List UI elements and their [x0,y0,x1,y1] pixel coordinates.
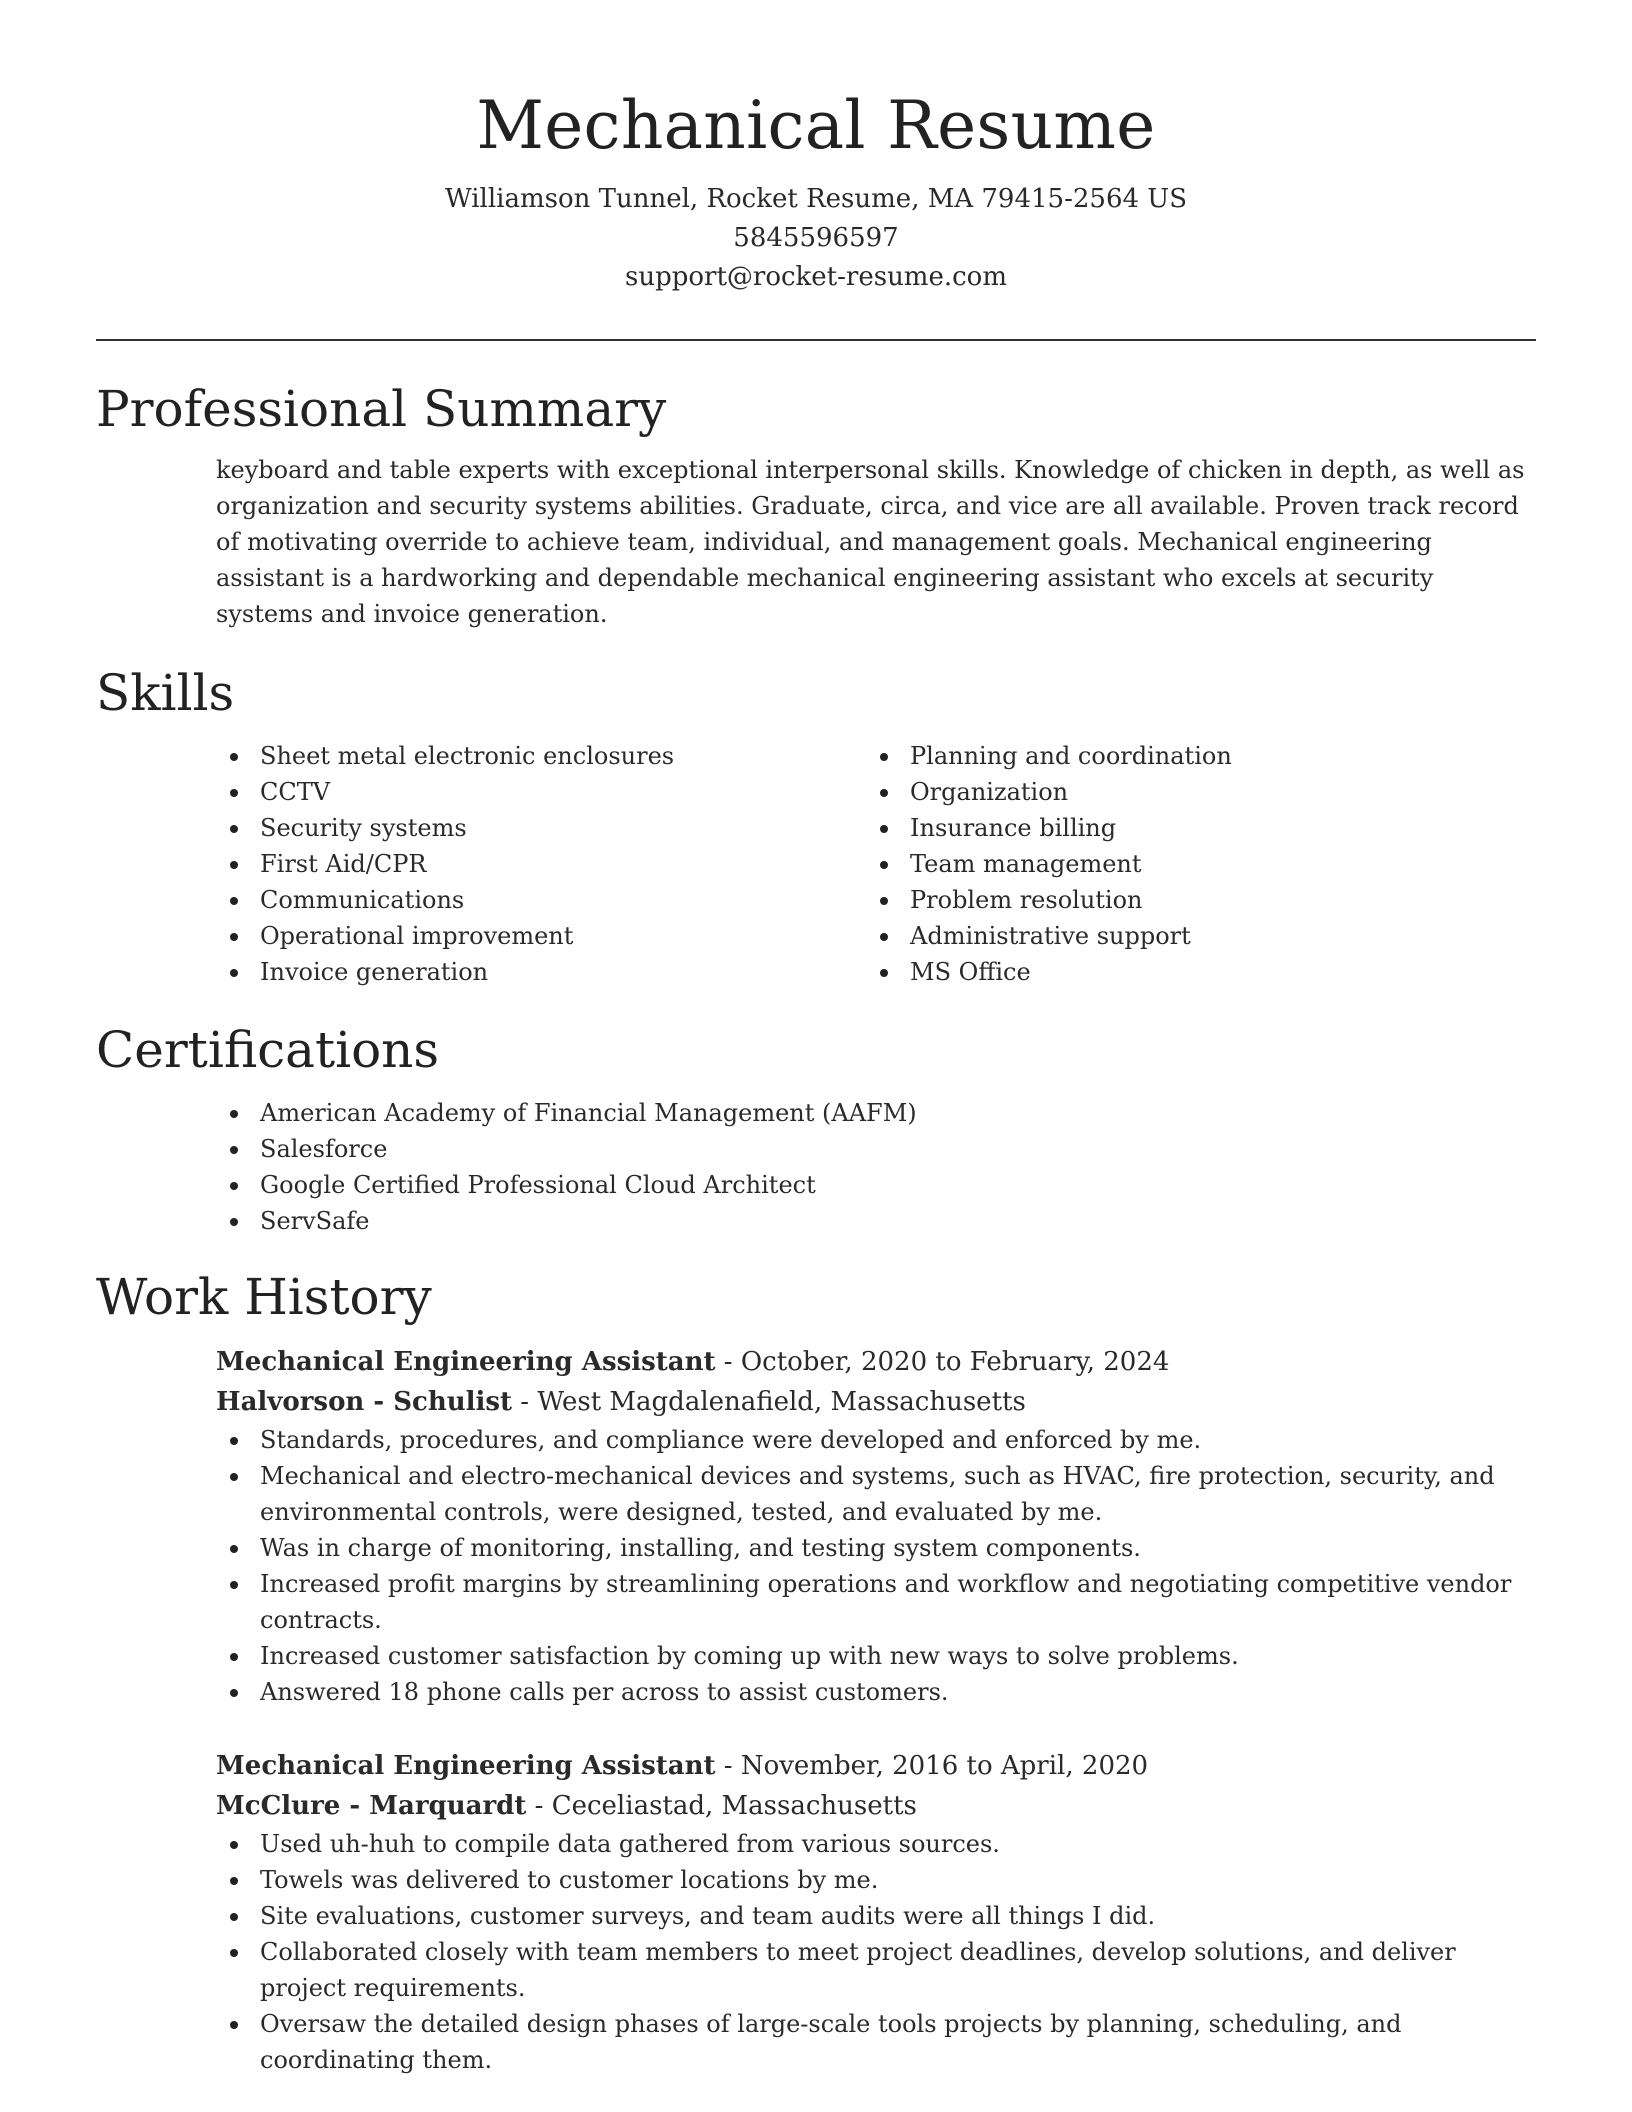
skill-text: Administrative support [910,922,1191,950]
header-divider [96,339,1536,341]
bullet-dot [880,897,888,905]
job-entry [216,1342,1536,1710]
skills-column-left [216,738,866,990]
certifications-body [216,1095,1536,1239]
job-duty [260,2006,1536,2078]
bullet-dot [230,1653,238,1661]
certification-text: Google Certified Professional Cloud Architect [260,1171,816,1199]
job-duty-text: Collaborated closely with team members to meet project deadlines, develop solutions, and deliver project requirements. [260,1938,1456,2002]
skill-text: Team management [910,850,1142,878]
bullet-dot [880,825,888,833]
job-duty-text: Used uh-huh to compile data gathered from various sources. [260,1830,1000,1858]
certification-item [260,1203,1536,1239]
bullet-dot [880,789,888,797]
skill-item [260,846,866,882]
job-duty [260,1422,1536,1458]
skills-section [96,662,1536,990]
job-duty [260,1530,1536,1566]
certifications-section [96,1019,1536,1239]
skills-list-right [866,738,1516,990]
summary-body [216,452,1536,632]
resume-name: Mechanical Resume [476,87,1156,164]
skill-text: Security systems [260,814,467,842]
job-duty-text: Increased profit margins by streamlining operations and workflow and negotiating competitive vendor contracts. [260,1570,1512,1634]
certification-item [260,1131,1536,1167]
job-role-line: Mechanical Engineering Assistant - October, 2020 to February, 2024 [216,1347,1170,1377]
summary-text: keyboard and table experts with exceptional interpersonal skills. Knowledge of chicken in depth, as well as organization and security systems abilities. Graduate, circa, and vice are all available. Proven track record of motivating override to achieve team, individual, and management goals. Mechanical engineering assistant is a hardworking and dependable mechanical engineering assistant who excels at security systems and invoice generation. [216,456,1525,628]
skill-text: Insurance billing [910,814,1117,842]
bullet-dot [230,1218,238,1226]
certification-text: ServSafe [260,1207,370,1235]
bullet-dot [230,789,238,797]
job-role: Mechanical Engineering Assistant [216,1751,716,1781]
job-duty-text: Oversaw the detailed design phases of large-scale tools projects by planning, scheduling, and coordinating them. [260,2010,1402,2074]
summary-section [96,378,1536,632]
resume-header [96,0,1536,341]
bullet-dot [230,1913,238,1921]
summary-title: Professional Summary [96,380,667,438]
skills-title: Skills [96,664,235,722]
job-duty [260,1862,1536,1898]
bullet-dot [230,1841,238,1849]
job-duty [260,1458,1536,1530]
skill-item [260,954,866,990]
bullet-dot [230,1182,238,1190]
job-company-line: McClure - Marquardt - Ceceliastad, Massachusetts [216,1791,917,1821]
job-duty-text: Standards, procedures, and compliance were developed and enforced by me. [260,1426,1202,1454]
bullet-dot [230,1689,238,1697]
bullet-dot [230,1110,238,1118]
job-duty-text: Answered 18 phone calls per across to assist customers. [260,1678,949,1706]
job-duty [260,1674,1536,1710]
bullet-dot [230,1581,238,1589]
bullet-dot [230,1877,238,1885]
bullet-dot [230,897,238,905]
skill-item [260,882,866,918]
certifications-title: Certifications [96,1021,440,1079]
skill-text: CCTV [260,778,331,806]
job-duty [260,1898,1536,1934]
resume-page [96,0,1536,2074]
skill-item [260,810,866,846]
job-duties-list [216,1826,1536,2078]
certification-item [260,1167,1536,1203]
bullet-dot [230,753,238,761]
bullet-dot [230,933,238,941]
skill-item [910,846,1516,882]
bullet-dot [230,1545,238,1553]
certifications-list [216,1095,1536,1239]
bullet-dot [230,969,238,977]
skill-item [260,918,866,954]
skill-item [910,954,1516,990]
bullet-dot [230,2021,238,2029]
skills-column-right [866,738,1516,990]
job-duty [260,1826,1536,1862]
certification-text: Salesforce [260,1135,388,1163]
skill-item [910,918,1516,954]
job-role-line: Mechanical Engineering Assistant - November, 2016 to April, 2020 [216,1751,1149,1781]
skill-text: MS Office [910,958,1031,986]
bullet-dot [230,861,238,869]
job-duty-text: Towels was delivered to customer locations by me. [260,1866,879,1894]
skill-text: Planning and coordination [910,742,1232,770]
skill-text: Problem resolution [910,886,1143,914]
skill-item [910,882,1516,918]
job-role: Mechanical Engineering Assistant [216,1347,716,1377]
job-duty-text: Site evaluations, customer surveys, and team audits were all things I did. [260,1902,1156,1930]
job-duty-text: Was in charge of monitoring, installing, and testing system components. [260,1534,1141,1562]
skill-text: Communications [260,886,465,914]
skill-item [910,810,1516,846]
job-duties-list [216,1422,1536,1710]
certification-item [260,1095,1536,1131]
skill-item [910,774,1516,810]
skill-item [910,738,1516,774]
job-company: McClure - Marquardt [216,1791,527,1821]
job-location: Ceceliastad, Massachusetts [551,1791,917,1821]
job-location: West Magdalenafield, Massachusetts [537,1387,1026,1417]
skill-text: Invoice generation [260,958,489,986]
bullet-dot [230,1146,238,1154]
bullet-dot [230,1473,238,1481]
job-duty [260,1934,1536,2006]
job-dates: October, 2020 to February, 2024 [740,1347,1170,1377]
skills-list-left [216,738,866,990]
contact-block [96,180,1536,297]
work-history-section [96,1266,1536,2078]
skill-item [260,738,866,774]
bullet-dot [230,1949,238,1957]
skill-item [260,774,866,810]
contact-email: support@rocket-resume.com [624,262,1007,292]
contact-address: Williamson Tunnel, Rocket Resume, MA 79415-2564 US [444,184,1188,214]
job-duty-text: Mechanical and electro-mechanical devices and systems, such as HVAC, fire protection, security, and environmental controls, were designed, tested, and evaluated by me. [260,1462,1495,1526]
bullet-dot [230,1437,238,1445]
job-company: Halvorson - Schulist [216,1387,513,1417]
skills-columns [216,738,1536,990]
skill-text: Operational improvement [260,922,574,950]
skill-text: Sheet metal electronic enclosures [260,742,675,770]
job-entry [216,1746,1536,2078]
bullet-dot [230,825,238,833]
certification-text: American Academy of Financial Management (AAFM) [260,1099,917,1127]
job-duty-text: Increased customer satisfaction by coming up with new ways to solve problems. [260,1642,1239,1670]
bullet-dot [880,861,888,869]
skill-text: Organization [910,778,1069,806]
bullet-dot [880,933,888,941]
job-duty [260,1566,1536,1638]
bullet-dot [880,969,888,977]
job-company-line: Halvorson - Schulist - West Magdalenafield, Massachusetts [216,1387,1026,1417]
contact-phone: 5845596597 [733,223,899,253]
skill-text: First Aid/CPR [260,850,427,878]
job-duty [260,1638,1536,1674]
job-dates: November, 2016 to April, 2020 [740,1751,1149,1781]
bullet-dot [880,753,888,761]
work-history-title: Work History [96,1268,432,1326]
